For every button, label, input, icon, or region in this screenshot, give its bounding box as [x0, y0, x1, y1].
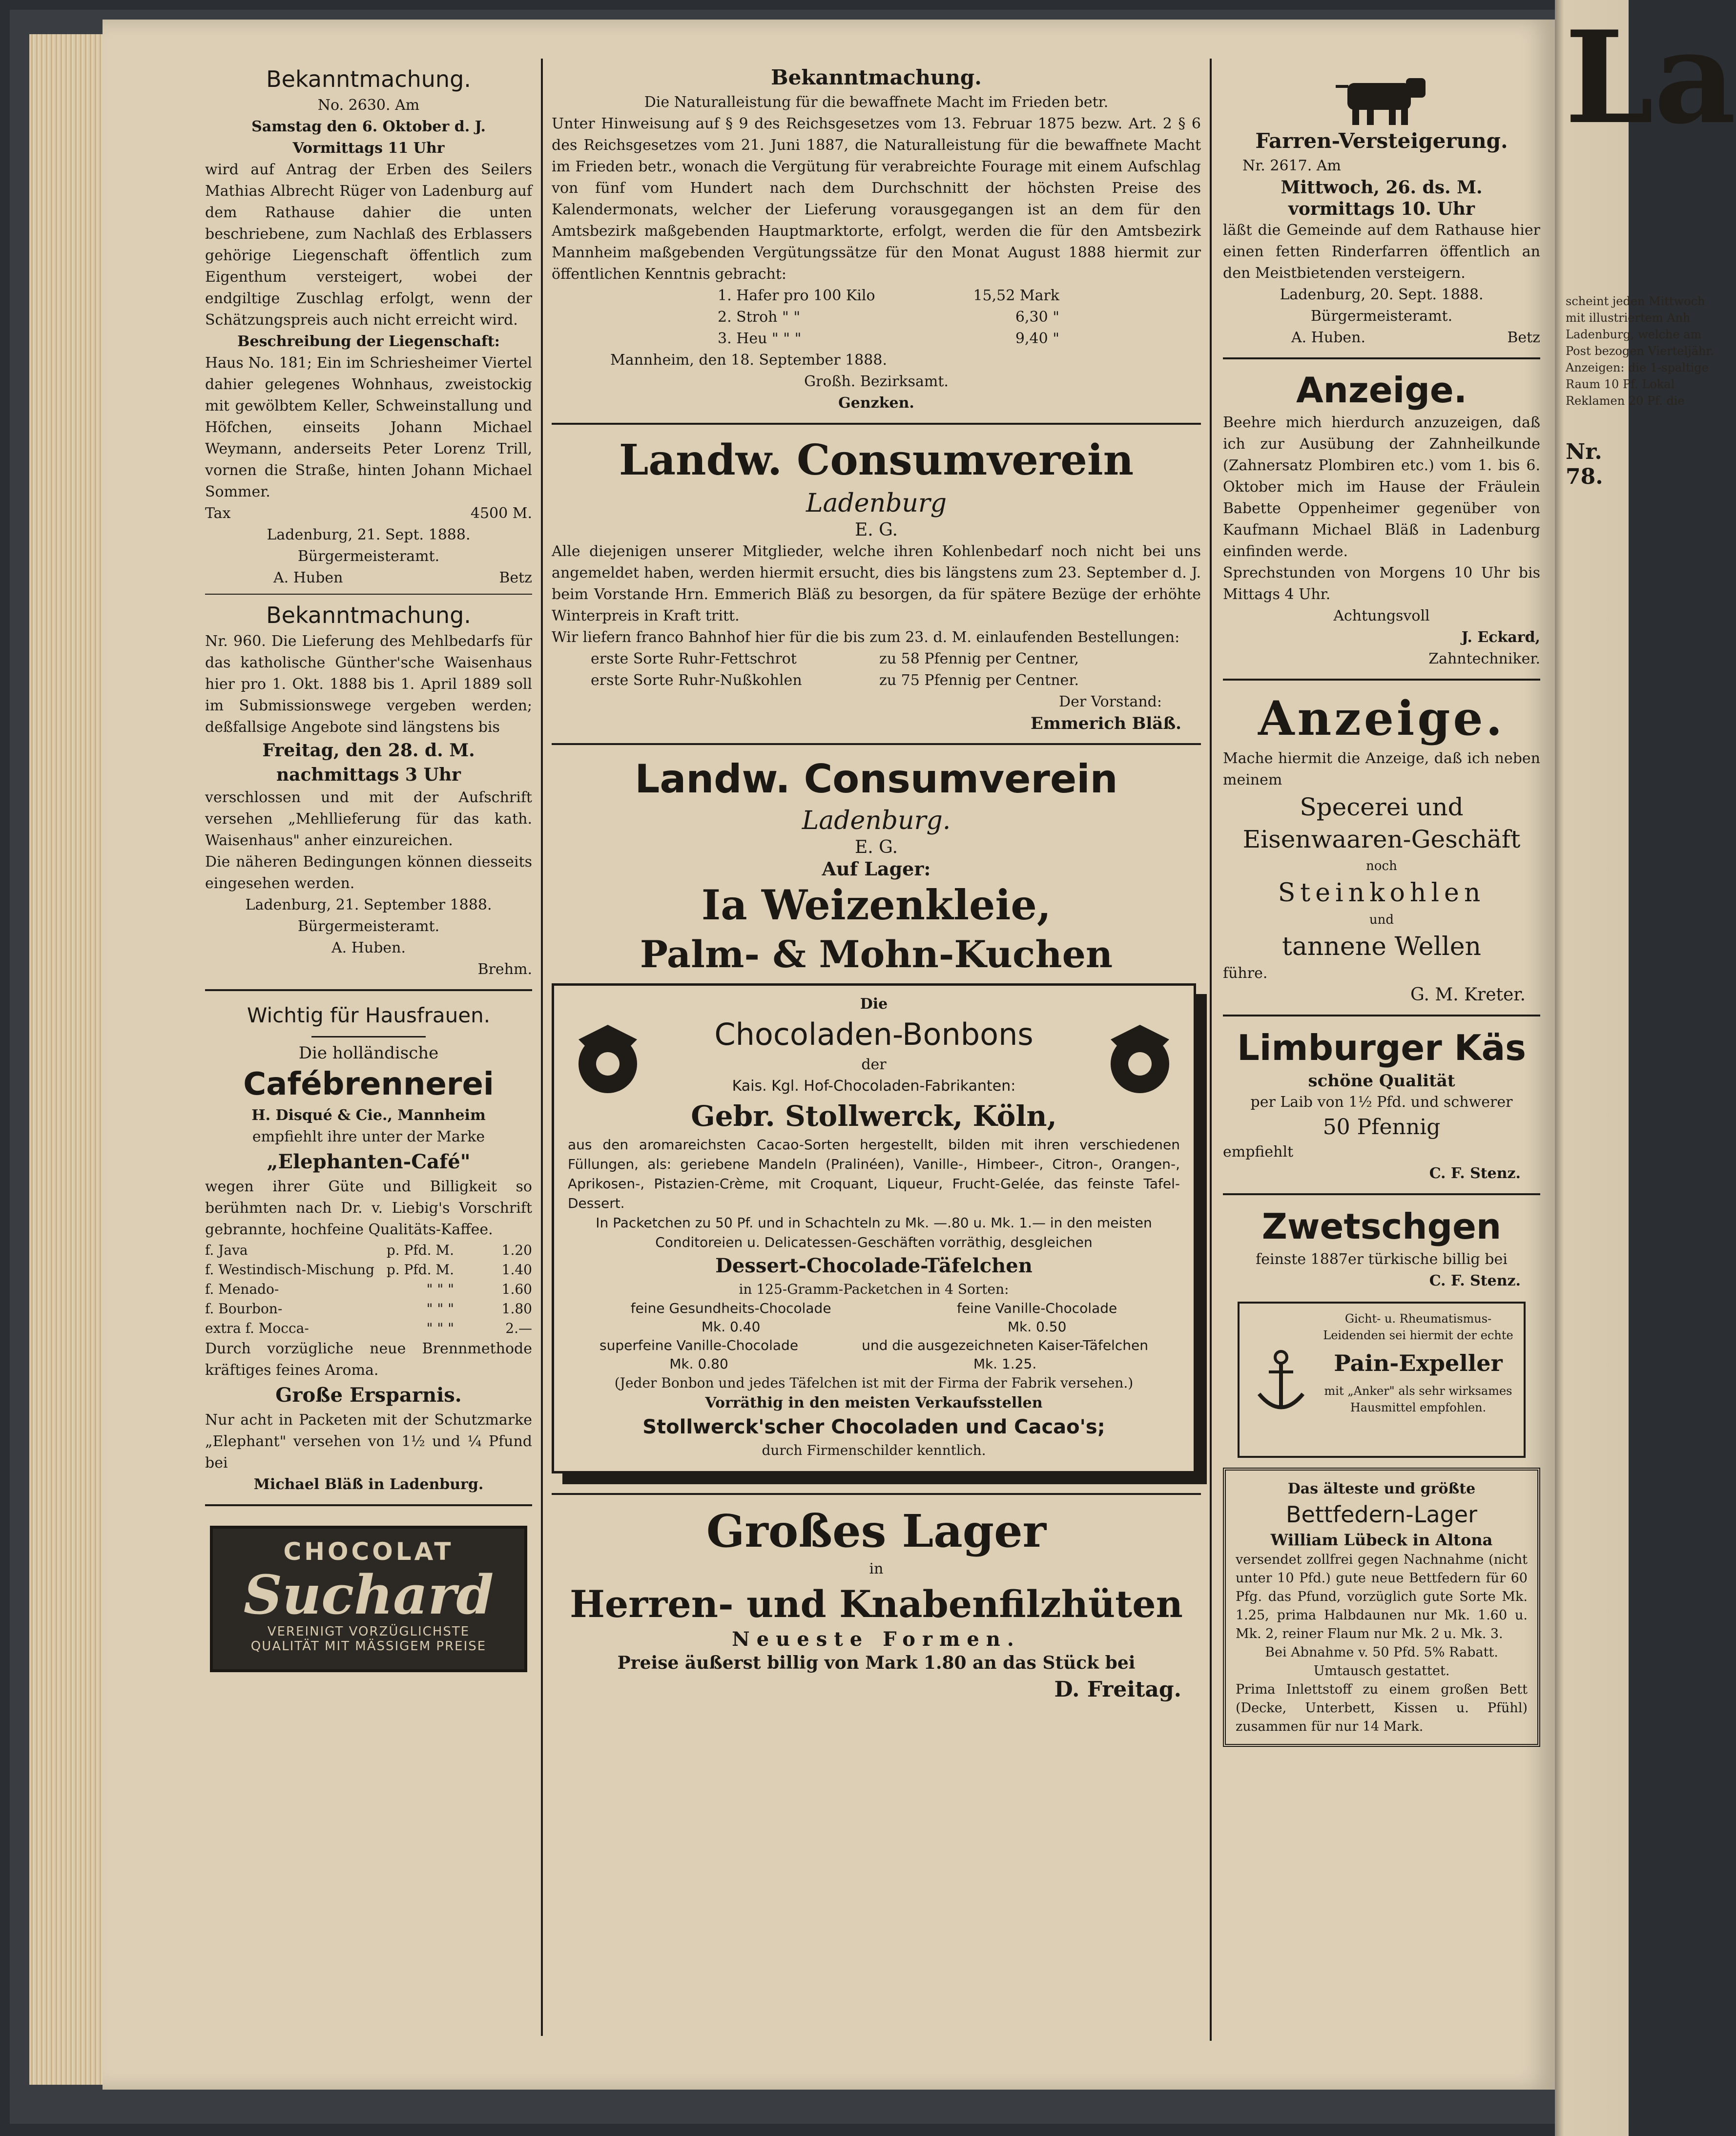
notice-signer: A. Huben	[273, 569, 343, 586]
ad-coffee-roastery	[205, 1000, 532, 1495]
ad-firm: Gebr. Stollwerck, Köln,	[691, 1099, 1057, 1133]
coffee-price: 1.60	[501, 1281, 532, 1297]
ad-suchard-logo	[210, 1526, 527, 1672]
ad-slogan: Große Ersparnis.	[275, 1384, 462, 1407]
notice-title: Bekanntmachung.	[266, 66, 471, 92]
notice-flour-supply	[205, 600, 532, 980]
ad-title: Chocoladen-Bonbons	[714, 1016, 1033, 1052]
ad-body-2: In Packetchen zu 50 Pf. und in Schachteln zu Mk. —.80 u. Mk. 1.— in den meisten Conditoreien u. Delicatessen-Geschäften vorräthig, desgleichen	[596, 1215, 1152, 1250]
column-3	[1223, 63, 1540, 1747]
sort-name: superfeine Vanille-Chocolade	[599, 1337, 799, 1353]
ad-rebate: Bei Abnahme v. 50 Pfd. 5% Rabatt.	[1265, 1645, 1498, 1660]
notice-clerk: Brehm.	[477, 961, 532, 978]
divider	[1223, 1015, 1540, 1016]
notice-clerk: Betz	[499, 569, 532, 586]
eagle-crest-icon	[1101, 1020, 1179, 1103]
coffee-unit: " " "	[426, 1320, 454, 1336]
sort-name: feine Gesundheits-Chocolade	[630, 1300, 831, 1316]
ad-und: und	[1369, 912, 1394, 927]
notice-signer: A. Huben.	[331, 939, 406, 956]
sort-row	[568, 1299, 1180, 1336]
ad-der: der	[861, 1056, 887, 1073]
notice-office: Bürgermeisteramt.	[297, 918, 440, 935]
divider	[1223, 679, 1540, 681]
coffee-name: f. Menado-	[205, 1281, 279, 1297]
suchard-line-2: VEREINIGT VORZÜGLICHSTE	[267, 1624, 470, 1639]
tax-label: Tax	[205, 505, 231, 522]
eagle-crest-icon	[569, 1020, 647, 1103]
ad-price: 50 Pfennig	[1323, 1115, 1441, 1140]
ad-sub: schöne Qualität	[1308, 1071, 1455, 1091]
ad-signer: C. F. Stenz.	[1429, 1165, 1521, 1182]
divider	[552, 743, 1201, 745]
divider	[552, 1493, 1201, 1495]
ad-place: Ladenburg	[806, 489, 947, 518]
next-page-sliver	[1555, 0, 1736, 2136]
rate-label: 1. Hafer pro 100 Kilo	[718, 287, 875, 304]
notice-bull-auction	[1223, 68, 1540, 349]
price-list	[205, 1241, 532, 1338]
ad-regards: Achtungsvoll	[1333, 607, 1430, 624]
ad-title: Großes Lager	[706, 1505, 1047, 1557]
sort-price: Mk. 0.50	[1007, 1319, 1067, 1335]
rate-row	[718, 307, 1059, 328]
text-fragment: mit illustriertem Anh	[1566, 311, 1691, 325]
ad-pain-expeller	[1238, 1302, 1526, 1458]
ad-line-2: Palm- & Mohn-Kuchen	[640, 933, 1113, 976]
rate-value: 15,52 Mark	[973, 287, 1059, 304]
ad-board: Der Vorstand:	[1059, 693, 1162, 710]
coal-name: erste Sorte Ruhr-Nußkohlen	[591, 672, 802, 689]
coal-name: erste Sorte Ruhr-Fettschrot	[591, 650, 797, 667]
notice-body: läßt die Gemeinde auf dem Rathause hier einen fetten Rinderfarren öffentlich an den Meistbietenden versteigern.	[1223, 222, 1540, 282]
ad-sub-2: in 125-Gramm-Packetchen in 4 Sorten:	[739, 1281, 1009, 1297]
notice-desc-head: Beschreibung der Liegenschaft:	[237, 333, 500, 350]
divider	[205, 989, 532, 991]
ad-line-2: Leidenden sei hiermit der echte	[1323, 1328, 1513, 1342]
ad-note: (Jeder Bonbon und jedes Täfelchen ist mit der Firma der Fabrik versehen.)	[614, 1375, 1134, 1391]
ad-body: aus den aromareichsten Cacao-Sorten hergestellt, bilden mit ihren verschiedenen Füllungen, als: geriebene Mandeln (Pralinéen), Vanille-, Himbeer-, Citron-, Orangen-, Aprikosen-, Pistazien-Crème, mit Croquant, Liqueur, Frucht-Gelée, das feinste Tafel-Dessert.	[568, 1137, 1180, 1211]
ad-consumverein-feed	[552, 754, 1201, 978]
sort-price: Mk. 0.80	[669, 1356, 728, 1372]
ad-title: Cafébrennerei	[243, 1066, 494, 1102]
rate-row	[718, 285, 1059, 307]
coal-row	[591, 648, 1079, 670]
ad-line-3: mit „Anker" als sehr wirksames	[1324, 1384, 1512, 1398]
rate-value: 6,30 "	[1015, 309, 1059, 326]
notice-number: No. 2630. Am	[317, 97, 420, 114]
notice-title: Farren-Versteigerung.	[1255, 129, 1508, 153]
ad-stock: Auf Lager:	[822, 858, 931, 880]
coffee-price: 1.40	[501, 1262, 532, 1278]
ad-line-4: Hausmittel empfohlen.	[1350, 1401, 1487, 1414]
sort-name: und die ausgezeichneten Kaiser-Täfelchen	[862, 1337, 1148, 1353]
notice-body: Nr. 960. Die Lieferung des Mehlbedarfs für das katholische Günther'sche Waisenhaus hier pro 1. Okt. 1888 bis 1. April 1889 soll im Submissionswege vergeben werden; deßfallsige Angebote sind längstens bis	[205, 633, 532, 736]
ad-stollwerck	[552, 983, 1196, 1473]
sort-name: feine Vanille-Chocolade	[957, 1300, 1117, 1316]
price-row	[205, 1319, 532, 1338]
ad-body-2: Durch vorzügliche neue Brennmethode kräftiges feines Aroma.	[205, 1340, 532, 1379]
ad-pre: Das älteste und größte	[1287, 1480, 1476, 1497]
ad-title: Anzeige.	[1258, 691, 1505, 746]
suchard-brand: Suchard	[243, 1563, 494, 1626]
notice-auction-house	[205, 63, 532, 589]
notice-office: Großh. Bezirksamt.	[804, 373, 949, 390]
ad-body: Beehre mich hierdurch anzuzeigen, daß ich zur Ausübung der Zahnheilkunde (Zahnersatz Plombiren etc.) vom 1. bis 6. Oktober mich im Hause der Fräulein Babette Oppenheimer gegenüber von Kaufmann Michael Bläß in Ladenburg einfinden werde.	[1223, 414, 1540, 560]
notice-body: wird auf Antrag der Erben des Seilers Mathias Albrecht Rüger von Ladenburg auf dem Rathause dahier die unten beschriebene, zum Nachlaß des Erblassers gehörige Liegenschaft öffentlich zum Eigenthum versteigert, wobei der endgiltige Zuschlag erfolgt, wenn der Schätzungspreis auch nicht erreicht wird.	[205, 161, 532, 329]
ad-fuehre: führe.	[1223, 965, 1268, 982]
coffee-price: 1.80	[501, 1301, 532, 1317]
issue-number-fragment: Nr. 78.	[1566, 439, 1603, 489]
ad-title: Bettfedern-Lager	[1285, 1501, 1477, 1528]
ad-brand: „Elephanten-Café"	[267, 1150, 471, 1173]
ad-body-2: Wir liefern franco Bahnhof hier für die bis zum 23. d. M. einlaufenden Bestellungen:	[552, 629, 1180, 646]
ad-bedfeathers	[1223, 1468, 1540, 1747]
coffee-unit: p. Pfd. M.	[386, 1262, 454, 1278]
ad-body: versendet zollfrei gegen Nachnahme (nicht unter 10 Pfd.) gute neue Bettfedern für 60 Pfg. das Pfund, vorzüglich gute Sorte Mk. 1.25, prima Halbdaunen nur Mk. 1.60 u. Mk. 2, reiner Flaum nur Mk. 2 u. Mk. 3.	[1236, 1552, 1528, 1641]
divider	[311, 1036, 426, 1037]
ad-firm: H. Disqué & Cie., Mannheim	[251, 1107, 486, 1124]
notice-signer: Genzken.	[838, 394, 914, 412]
ad-title: Anzeige.	[1296, 370, 1467, 411]
coffee-name: f. Java	[205, 1242, 248, 1258]
ad-die: Die	[860, 995, 888, 1013]
ad-line-2: Eisenwaaren-Geschäft	[1242, 825, 1521, 853]
ad-title: Landw. Consumverein	[619, 435, 1134, 485]
column-2	[552, 63, 1201, 1704]
notice-title: Bekanntmachung.	[266, 602, 471, 628]
notice-deadline-time: nachmittags 3 Uhr	[276, 765, 461, 785]
divider	[205, 1504, 532, 1506]
masthead-fragment: La	[1565, 3, 1736, 152]
rate-list	[552, 285, 1059, 350]
ad-eg: E. G.	[854, 837, 898, 857]
anchor-icon	[1254, 1348, 1308, 1416]
ad-consumverein-coal	[552, 434, 1201, 734]
notice-time: Vormittags 11 Uhr	[292, 140, 445, 157]
ad-body: per Laib von 1½ Pfd. und schwerer	[1250, 1094, 1513, 1111]
ad-title: Landw. Consumverein	[635, 756, 1118, 802]
coffee-price: 2.—	[505, 1320, 532, 1336]
ad-line-1: Gicht- u. Rheumatismus-	[1344, 1312, 1492, 1326]
price-row	[205, 1241, 532, 1260]
notice-deadline-day: Freitag, den 28. d. M.	[262, 740, 475, 761]
notice-desc-body: Haus No. 181; Ein im Schriesheimer Viertel dahier gelegenes Wohnhaus, zweistockig mit gewölbtem Keller, Schweinstallung und Höfchen, einseits Johann Michael Weymann, anderseits Peter Lorenz Trill, vornen die Straße, hinten Johann Michael Sommer.	[205, 354, 532, 500]
ad-firm: William Lübeck in Altona	[1270, 1531, 1493, 1549]
text-fragment: Ladenburg, welche am	[1566, 328, 1702, 341]
notice-place-date: Mannheim, den 18. September 1888.	[610, 352, 887, 369]
notice-forage-rates	[552, 63, 1201, 414]
notice-title: Bekanntmachung.	[771, 65, 982, 89]
notice-signer: A. Huben.	[1291, 329, 1366, 346]
notice-number: Nr. 2617. Am	[1242, 157, 1341, 174]
ad-line-3: Steinkohlen	[1278, 878, 1486, 908]
tax-value: 4500 M.	[470, 505, 532, 522]
sort-row	[568, 1336, 1180, 1373]
text-fragment: Post bezogen Vierteljähr.	[1566, 344, 1714, 358]
coffee-unit: " " "	[426, 1301, 454, 1317]
notice-place-date: Ladenburg, 21. September 1888.	[245, 896, 492, 913]
ad-maker: Kais. Kgl. Hof-Chocoladen-Fabrikanten:	[732, 1078, 1016, 1095]
text-fragment: Raum 10 Pf. Lokal	[1566, 377, 1675, 391]
notice-date: Mittwoch, 26. ds. M.	[1281, 177, 1483, 198]
ad-grocery	[1223, 689, 1540, 1006]
text-fragment: scheint jeden Mittwoch	[1566, 294, 1705, 308]
ad-role: Zahntechniker.	[1428, 650, 1540, 667]
divider	[1223, 357, 1540, 359]
rate-label: 2. Stroh " "	[718, 309, 801, 326]
ad-line-1: Ia Weizenkleie,	[701, 881, 1052, 929]
book-page-edges	[29, 34, 103, 2085]
ad-kicker: Wichtig für Hausfrauen.	[247, 1003, 491, 1027]
price-row	[205, 1260, 532, 1280]
ad-place: Ladenburg.	[802, 806, 951, 835]
ad-line: empfiehlt ihre unter der Marke	[252, 1128, 485, 1145]
suchard-line-3: QUALITÄT MIT MÄSSIGEM PREISE	[250, 1639, 487, 1654]
notice-clerk: Betz	[1507, 329, 1540, 346]
ad-note-2: Vorräthig in den meisten Verkaufsstellen	[705, 1394, 1043, 1411]
coal-price: zu 75 Pfennig per Centner.	[879, 672, 1079, 689]
notice-date: Samstag den 6. Oktober d. J.	[251, 118, 486, 135]
coffee-unit: p. Pfd. M.	[386, 1242, 454, 1258]
suchard-line-1: CHOCOLAT	[283, 1537, 454, 1566]
ad-pre: Die holländische	[298, 1043, 439, 1063]
price-row	[205, 1280, 532, 1299]
ad-body: Preise äußerst billig von Mark 1.80 an das Stück bei	[617, 1653, 1136, 1673]
ad-brand: Pain-Expeller	[1334, 1350, 1503, 1376]
ad-limburger-cheese	[1223, 1025, 1540, 1184]
ad-signer: D. Freitag.	[1054, 1677, 1181, 1702]
notice-office: Bürgermeisteramt.	[1310, 308, 1453, 325]
notice-office: Bürgermeisteramt.	[297, 548, 440, 565]
divider	[552, 423, 1201, 425]
column-rule-2	[1210, 59, 1212, 2041]
notice-place-date: Ladenburg, 21. Sept. 1888.	[267, 526, 471, 543]
rate-label: 3. Heu " " "	[718, 330, 802, 347]
divider	[1223, 1193, 1540, 1195]
ad-line-4: tannene Wellen	[1282, 932, 1481, 961]
coal-price: zu 58 Pfennig per Centner,	[879, 650, 1079, 667]
ad-body: feinste 1887er türkische billig bei	[1256, 1251, 1508, 1268]
notice-place-date: Ladenburg, 20. Sept. 1888.	[1280, 286, 1484, 303]
ad-signer: C. F. Stenz.	[1429, 1272, 1521, 1289]
notice-body-2: verschlossen und mit der Aufschrift versehen „Mehllieferung für das kath. Waisenhaus" anher einzureichen.	[205, 789, 532, 849]
coffee-name: extra f. Mocca-	[205, 1320, 309, 1336]
ad-in: in	[869, 1560, 884, 1577]
column-rule-1	[541, 59, 543, 2036]
sort-price: Mk. 1.25.	[973, 1356, 1037, 1372]
price-row	[205, 1299, 532, 1319]
ad-body-2: Sprechstunden von Morgens 10 Uhr bis Mittags 4 Uhr.	[1223, 564, 1540, 603]
ad-note-3: durch Firmenschilder kenntlich.	[762, 1442, 986, 1458]
ad-signer: G. M. Kreter.	[1410, 985, 1526, 1005]
ad-eg: E. G.	[854, 520, 898, 540]
ad-firm-2: Stollwerck'scher Chocoladen und Cacao's;	[642, 1416, 1105, 1438]
ad-noch: noch	[1366, 859, 1397, 873]
ad-sub: Neueste Formen.	[732, 1628, 1021, 1651]
sort-price: Mk. 0.40	[701, 1319, 761, 1335]
ad-title: Zwetschgen	[1261, 1206, 1502, 1247]
coffee-name: f. Westindisch-Mischung	[205, 1262, 374, 1278]
notice-subtitle: Die Naturalleistung für die bewaffnete Macht im Frieden betr.	[644, 94, 1109, 111]
ad-dentist	[1223, 368, 1540, 670]
coal-row	[591, 670, 1079, 691]
text-fragment: Reklamen 20 Pf. die	[1566, 394, 1685, 408]
coal-list	[552, 648, 1079, 691]
coffee-price: 1.20	[501, 1242, 532, 1258]
ad-title: Limburger Käs	[1237, 1027, 1527, 1068]
ad-line: Herren- und Knabenfilzhüten	[570, 1582, 1183, 1626]
ad-line-1: Specerei und	[1300, 793, 1464, 821]
ad-body: wegen ihrer Güte und Billigkeit so berühmten nach Dr. v. Liebig's Vorschrift gebrannte, hochfeine Qualitäts-Kaffee.	[205, 1178, 532, 1238]
ad-dealer: Michael Bläß in Ladenburg.	[253, 1476, 484, 1493]
divider	[205, 594, 532, 595]
ad-body: Alle diejenigen unserer Mitglieder, welche ihren Kohlenbedarf noch nicht bei uns angemeldet haben, werden hiermit ersucht, dies bis längstens zum 23. September d. J. beim Vorstande Hrn. Emmerich Bläß zu besorgen, da für spätere Bezüge der erhöhte Winterpreis in Kraft tritt.	[552, 543, 1201, 624]
notice-body-3: Die näheren Bedingungen können diesseits eingesehen werden.	[205, 853, 532, 892]
ad-body-2: Prima Inlettstoff zu einem großen Bett (Decke, Unterbett, Kissen u. Pfühl) zusammen für nur 14 Mark.	[1236, 1682, 1528, 1734]
ad-sub: Dessert-Chocolade-Täfelchen	[715, 1254, 1033, 1277]
rate-value: 9,40 "	[1015, 330, 1059, 347]
ad-signer: Emmerich Bläß.	[1031, 714, 1181, 733]
ad-plums	[1223, 1204, 1540, 1292]
column-1	[205, 63, 532, 1672]
cow-icon	[1333, 68, 1430, 127]
notice-body: Unter Hinweisung auf § 9 des Reichsgesetzes vom 13. Februar 1875 bezw. Art. 2 § 6 des Reichsgesetzes vom 21. Juni 1887, die Naturalleistung für die bewaffnete Macht im Frieden betr., wonach die Vergütung für verabreichte Fourage mit einem Aufschlag von fünf vom Hundert nach dem Durchschnitt der höchsten Preise des Kalendermonats, welcher der Lieferung vorausgegangen ist an dem für den Amtsbezirk maßgebenden Hauptmarktorte, erfolgt, werden die für den Amtsbezirk Mannheim maßgebenden Vergütungssätze für den Monat August 1888 hiermit zur öffentlichen Kenntnis gebracht:	[552, 115, 1201, 283]
notice-time: vormittags 10. Uhr	[1288, 199, 1475, 219]
ad-body: Mache hiermit die Anzeige, daß ich neben meinem	[1223, 750, 1540, 788]
rate-row	[718, 328, 1059, 350]
ad-body-3: Nur acht in Packeten mit der Schutzmarke „Elephant" versehen von 1½ und ¼ Pfund bei	[205, 1411, 532, 1472]
ad-exchange: Umtausch gestattet.	[1313, 1663, 1450, 1679]
coffee-unit: " " "	[426, 1281, 454, 1297]
coffee-name: f. Bourbon-	[205, 1301, 283, 1317]
ad-emp: empfiehlt	[1223, 1143, 1294, 1161]
ad-felt-hats	[552, 1504, 1201, 1704]
ad-signer: J. Eckard,	[1461, 629, 1540, 646]
text-fragment: Anzeigen: die 1-spaltige	[1566, 361, 1709, 374]
